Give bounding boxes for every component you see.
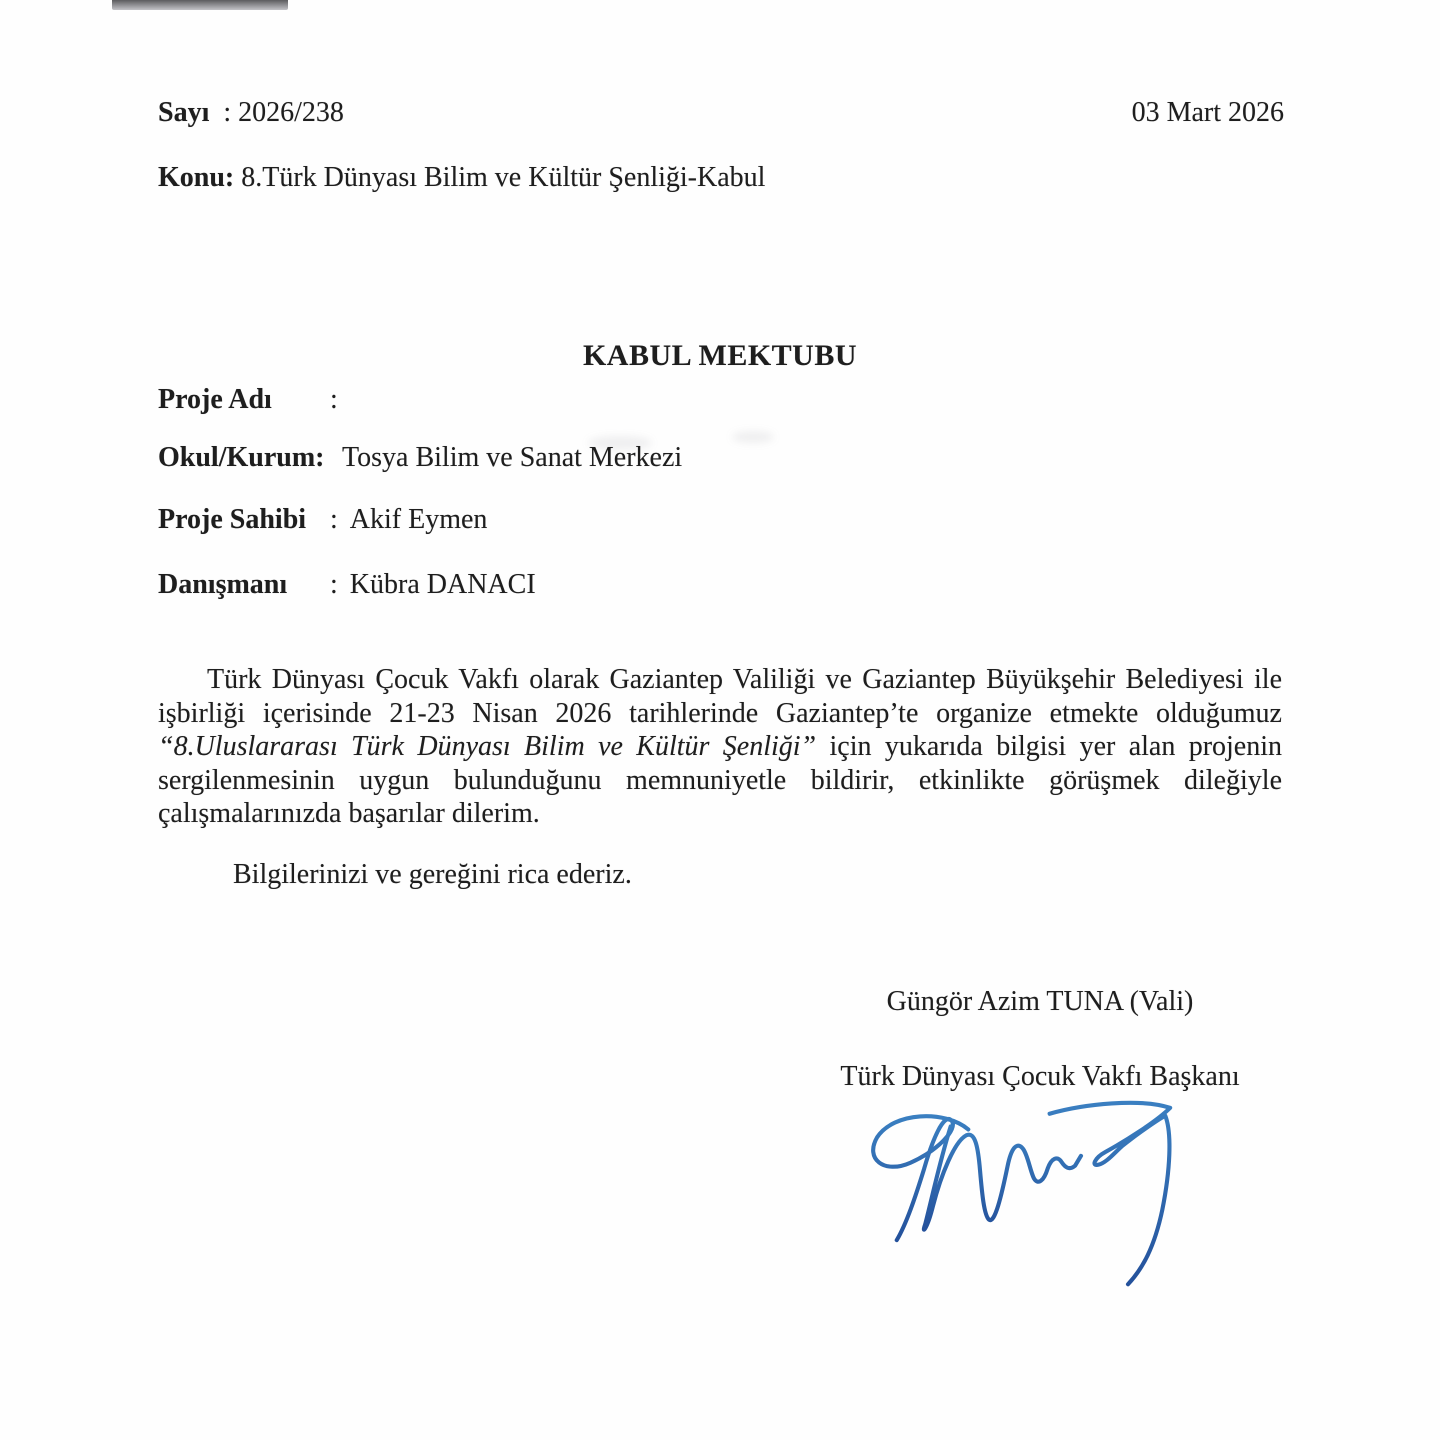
signature-stroke-flourish (1050, 1103, 1171, 1284)
field-label: Proje Adı (158, 384, 272, 415)
body-line: sergilenmesinin uygun bulunduğunu memnuniyetle bildirir, etkinlikte görüşmek dileğiyle (158, 764, 1282, 796)
body-line: çalışmalarınızda başarılar dilerim. (158, 798, 540, 829)
body-line (158, 730, 1282, 764)
sayi-label: Sayı (158, 97, 210, 128)
signer-name: Güngör Azim TUNA (Vali) (886, 986, 1194, 1017)
konu-row (158, 161, 765, 195)
konu-label: Konu: (158, 162, 235, 193)
field-danismani (158, 568, 536, 602)
festival-name-italic: “8.Uluslararası Türk Dünyası Bilim ve Kültür Şenliği” (158, 731, 817, 762)
field-proje-sahibi (158, 503, 487, 537)
body-paragraph (158, 663, 1282, 831)
sayi-colon: : (223, 97, 232, 128)
field-label: Proje Sahibi (158, 504, 307, 535)
field-value: Tosya Bilim ve Sanat Merkezi (342, 442, 683, 473)
closing-line: Bilgilerinizi ve gereğini rica ederiz. (233, 859, 632, 890)
signature-stroke-oval (873, 1116, 968, 1240)
field-label: Okul/Kurum: (158, 442, 325, 473)
sayi-separator (209, 97, 223, 128)
field-okul-kurum (158, 441, 682, 475)
sayi-row (158, 96, 344, 130)
field-colon: : (330, 504, 338, 535)
scan-artifact-bar (112, 0, 288, 10)
handwritten-signature (864, 1100, 1198, 1296)
signature-stroke-humps (924, 1126, 1081, 1229)
field-label: Danışmanı (158, 569, 288, 600)
signer-role: Türk Dünyası Çocuk Vakfı Başkanı (840, 1061, 1240, 1092)
konu-value: 8.Türk Dünyası Bilim ve Kültür Şenliği-Kabul (241, 162, 766, 193)
letter-title: KABUL MEKTUBU (582, 339, 858, 372)
sayi-value: 2026/238 (238, 97, 344, 128)
field-proje-adi (158, 383, 350, 417)
erased-text-smudge (732, 431, 774, 443)
field-colon: : (330, 384, 338, 415)
field-colon: : (330, 569, 338, 600)
field-value: Kübra DANACI (349, 569, 536, 600)
letter-date: 03 Mart 2026 (1131, 97, 1284, 128)
body-line: Türk Dünyası Çocuk Vakfı olarak Gaziantep Valiliği ve Gaziantep Büyükşehir Belediyesi ile (207, 664, 1282, 695)
signature-block (790, 985, 1290, 1094)
field-value: Akif Eymen (349, 504, 488, 535)
body-line-rest: için yukarıda bilgisi yer alan projenin (816, 731, 1282, 762)
body-line: işbirliği içerisinde 21-23 Nisan 2026 tarihlerinde Gaziantep’te organize etmekte olduğumuz (158, 697, 1282, 729)
